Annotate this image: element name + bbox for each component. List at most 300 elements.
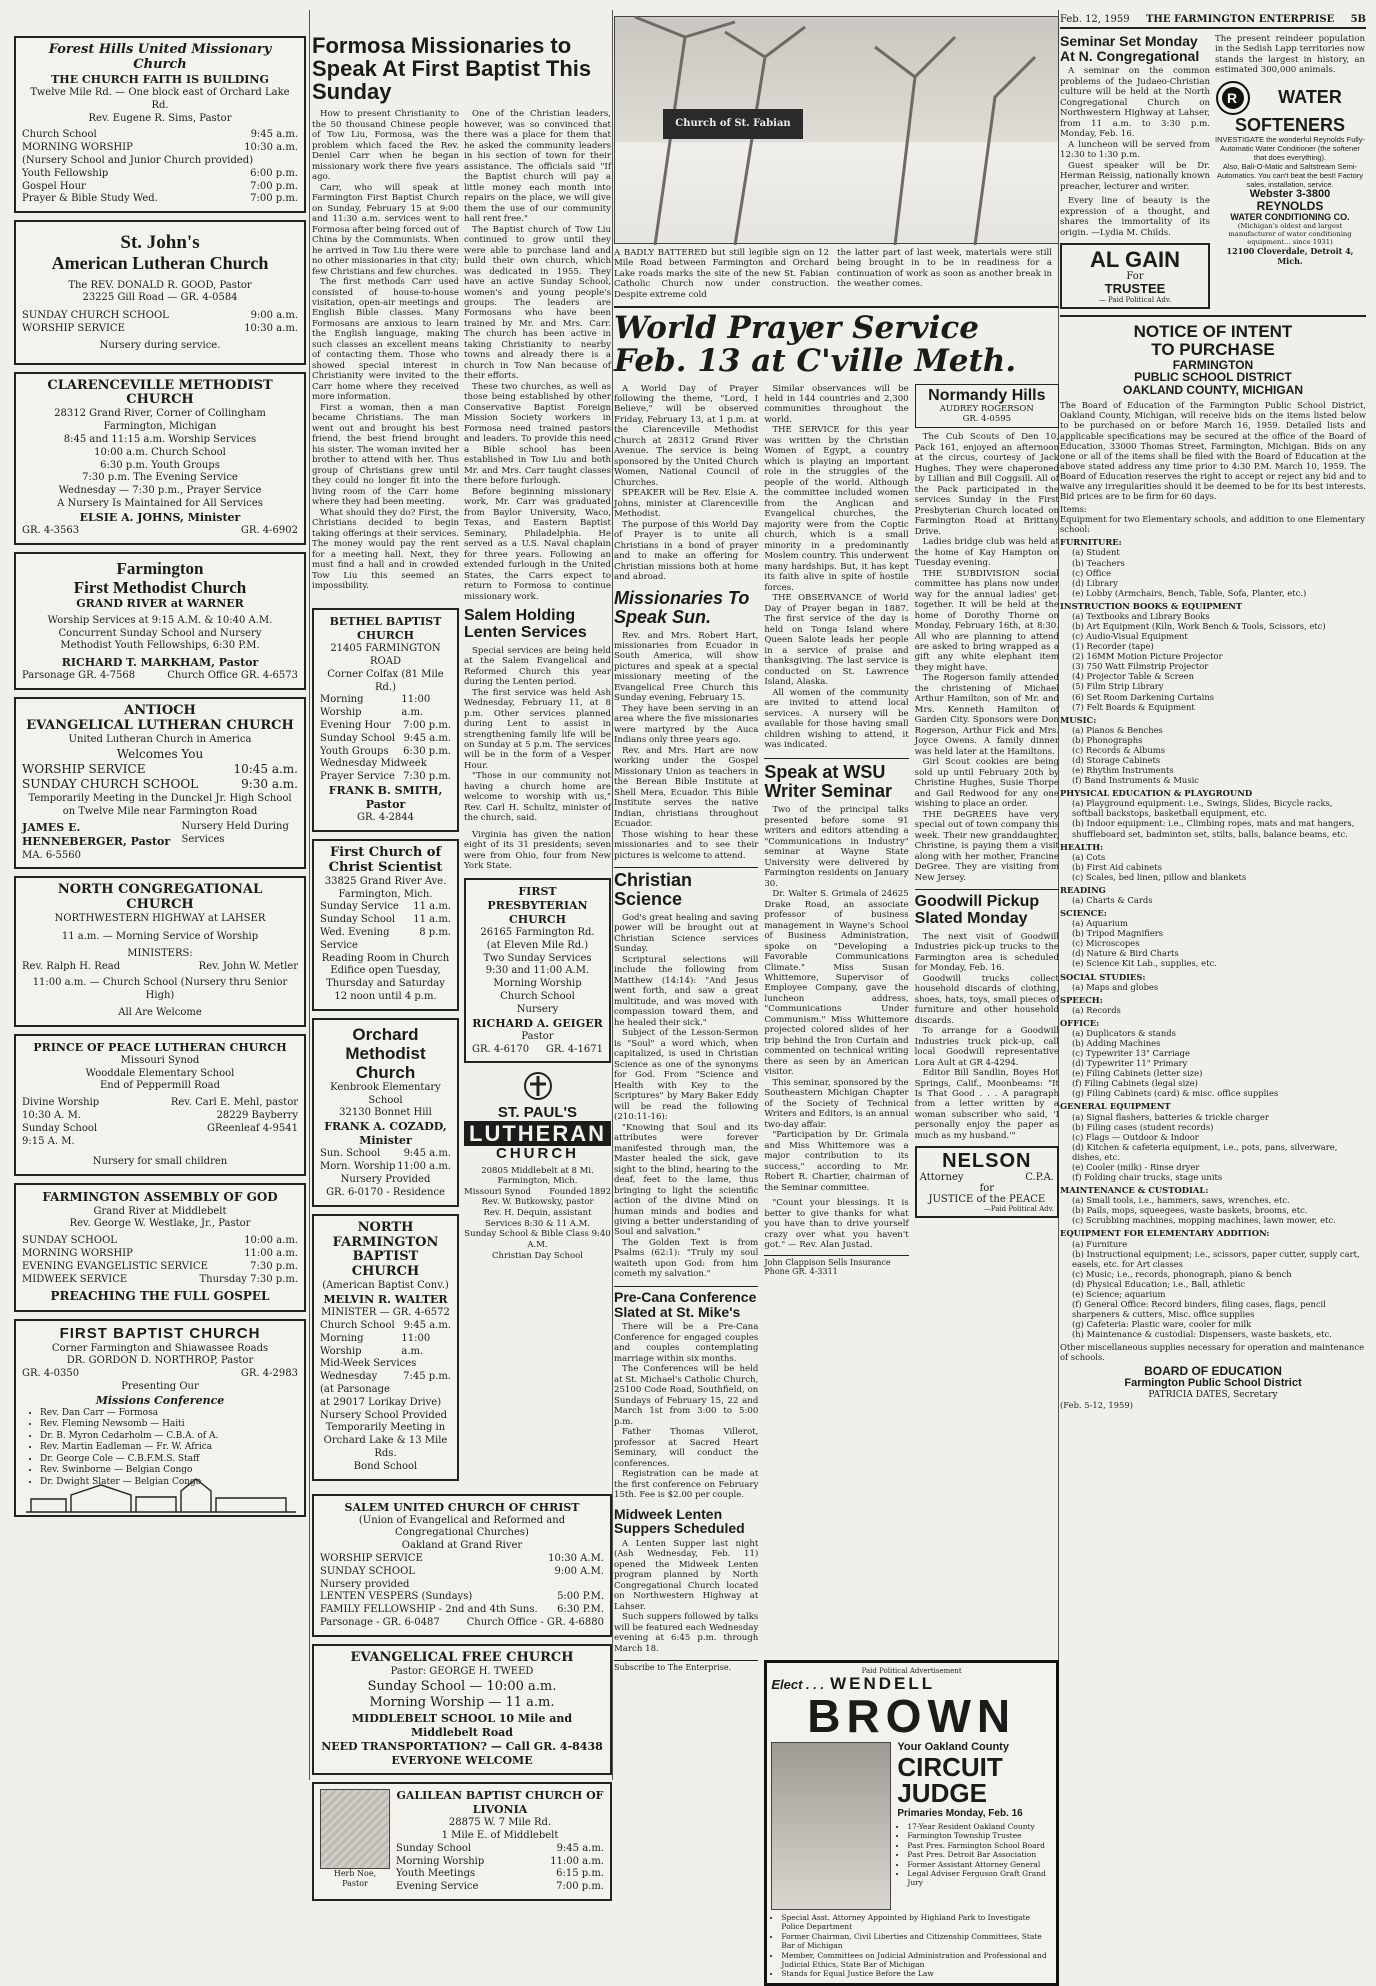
article-paragraph: Father Thomas Villerot, professor at Sacred Heart Seminary, will conduct the conferences.: [614, 1427, 759, 1469]
minister: Rev. Ralph H. Read: [22, 960, 121, 972]
service-name: WORSHIP SERVICE: [320, 1553, 423, 1565]
welcome-line: Welcomes You: [116, 746, 204, 761]
news-column-2: [312, 0, 612, 1893]
phone: Church Office - GR. 4-6880: [466, 1617, 604, 1629]
missionary-item: • Rev. Martin Eadleman — Fr. W. Africa: [40, 1442, 298, 1454]
article-paragraph: The Baptist church of Tow Liu continued to grow until they were able to purchase land and build their own church, which was dedicated in 1955. They have an active Sunday School, women's and young people's groups. The leaders are Formosans who have been trained by Mr. and Mrs. Carr. The church has been active in taking Christianity to nearby towns and already there is a church in Tow Nan because of their efforts.: [464, 224, 611, 382]
col2-right-stack: [464, 608, 611, 1488]
office-line1: CIRCUIT: [897, 1751, 1003, 1782]
filler-fact: Virginia has given the nation eight of its 31 presidents; seven were from Ohio, four from New York State.: [464, 829, 611, 872]
section-item: (a) Records: [1072, 1004, 1121, 1015]
transport-line: NEED TRANSPORTATION? — Call GR. 4-8438: [321, 1739, 603, 1753]
byline: AUDREY ROGERSON: [939, 404, 1034, 415]
orchard-methodist-ad: [312, 1018, 459, 1207]
church-minister: MELVIN R. WALTER: [323, 1293, 448, 1307]
missionary-item: • Dr. B. Myron Cedarholm — C.B.A. of A.: [40, 1431, 298, 1443]
service-name: Morning Worship: [320, 694, 364, 719]
office-line2: JUDGE: [897, 1777, 987, 1808]
article-paragraph: A luncheon will be served from 12:30 to 1:30 p.m.: [1060, 139, 1210, 161]
candidate-photo: [771, 1742, 891, 1910]
service-list: [320, 1553, 604, 1617]
section-item: (a) Furniture: [1072, 1238, 1128, 1249]
world-prayer-article-b: [764, 384, 908, 751]
welcome-line: All Are Welcome: [118, 1007, 202, 1019]
section-item: (b) Teachers: [1072, 557, 1125, 568]
church-pastor: RICHARD T. MARKHAM, Pastor: [61, 656, 259, 670]
meeting-place: Bond School: [353, 1460, 418, 1472]
section-heading: GENERAL EQUIPMENT: [1060, 1101, 1171, 1112]
column-rule: [309, 10, 310, 1780]
phone: GReenleaf 4-9541: [207, 1122, 298, 1134]
col3-right-stack: [915, 384, 1059, 1655]
section-item: (c) Flags — Outdoor & Indoor: [1072, 1131, 1199, 1142]
church-subtitle: THE CHURCH FAITH IS BUILDING: [51, 72, 269, 86]
st-johns-church-ad: [14, 220, 306, 364]
section-item: (f) Folding chair trucks, stage units: [1072, 1172, 1223, 1183]
service-time: Thursday 7:30 p.m.: [199, 1273, 298, 1285]
north-congregational-ad: [14, 876, 306, 1026]
equipment-intro: Equipment for two Elementary schools, and addition to one Elementary school:: [1060, 514, 1366, 535]
church-title: Orchard Methodist Church: [345, 1024, 426, 1082]
pastor-label: Pastor: [521, 1030, 554, 1042]
church-address: Wooddale Elementary School: [85, 1067, 235, 1079]
service-name: Morn. Worship: [320, 1161, 396, 1173]
normandy-hills-header: [915, 384, 1059, 429]
goodwill-headline: Goodwill Pickup Slated Monday: [915, 889, 1059, 928]
service-row: [22, 129, 298, 142]
service-time: 11:00 a.m.: [401, 1332, 431, 1357]
article-paragraph: Rev. and Mrs. Robert Hart, missionaries from Ecuador in South America, will show pictures and speak at a special missionary meeting of the Evangelical Free Church this Sunday evening, February 15.: [614, 630, 759, 704]
world-prayer-article-a: [614, 384, 758, 583]
article-paragraph: All women of the community are invited to attend local services. A nursery will be available for those having small children wishing to attend, it was indicated.: [764, 687, 909, 750]
church-pastor: FRANK B. SMITH, Pastor: [328, 783, 443, 812]
section-item: (5) Film Strip Library: [1072, 681, 1164, 692]
primary-date: Primaries Monday, Feb. 16: [897, 1807, 1023, 1819]
district-name-line2: PUBLIC SCHOOL DISTRICT: [1134, 370, 1292, 385]
column-rule: [612, 10, 613, 1780]
service-row: [320, 914, 451, 927]
missionary-item: • Dr. George Cole — C.B.F.M.S. Staff: [40, 1454, 298, 1466]
church-title: EVANGELICAL FREE CHURCH: [350, 1649, 574, 1665]
elect-label: Elect . . .: [771, 1677, 825, 1693]
service-time: 9:15 A. M.: [22, 1135, 75, 1147]
items-label: Items:: [1060, 504, 1087, 515]
service-name: Service: [320, 939, 358, 951]
service-name: SUNDAY CHURCH SCHOOL: [22, 310, 169, 322]
founded: Founded 1892: [549, 1186, 611, 1197]
service-time: 9:45 a.m.: [403, 1148, 451, 1160]
service-line: Nursery: [516, 1003, 559, 1015]
ad-heading: WATER: [1278, 87, 1342, 108]
section-item: (4) Projector Table & Screen: [1072, 671, 1194, 682]
service-line: 11 a.m. — Morning Service of Worship: [61, 931, 259, 943]
prince-of-peace-ad: [14, 1034, 306, 1176]
article-paragraph: Subject of the Lesson-Sermon is "Soul" a word which, when capitalized, is used in Christian Science as one of the synonyms for God. From "Science and Health with Key to the Scriptures" by Mary Baker Eddy will be read the following (210:11-16):: [614, 1028, 759, 1123]
nursery-note: Nursery for small children: [92, 1156, 228, 1168]
qualification-item: • 17-Year Resident Oakland County: [907, 1822, 1052, 1831]
photo-caption: [614, 248, 1059, 300]
service-name: EVENING EVANGELISTIC SERVICE: [22, 1260, 208, 1272]
service-row: [320, 720, 451, 733]
service-row: [320, 940, 451, 953]
service-row: [396, 1856, 604, 1869]
service-row: [320, 901, 451, 914]
candidate-name: AL GAIN: [1089, 247, 1181, 273]
quote: Every line of beauty is the expression of a thought, and shares the immortality of its origin. —Lydia M. Childs.: [1060, 196, 1210, 238]
minister-phone: MINISTER — GR. 4-6572: [321, 1307, 450, 1319]
church-pastor: The REV. DONALD R. GOOD, Pastor: [68, 279, 252, 291]
church-title-banner: LUTHERAN: [464, 1121, 611, 1146]
phone: GR. 4-0350: [22, 1368, 80, 1380]
section-item: (a) Cots: [1072, 851, 1106, 862]
church-title: CLARENCEVILLE METHODIST CHURCH: [47, 377, 273, 408]
church-address: 20805 Middlebelt at 8 Mi.: [481, 1165, 594, 1176]
service-line: 11:00 a.m. — Church School (Nursery thru Senior High): [32, 977, 288, 1002]
service-time: 9:00 A.M.: [554, 1565, 604, 1577]
paid-notice: — Paid Political Adv.: [1098, 295, 1172, 304]
church-city: Farmington, Mich.: [338, 888, 433, 900]
church-address: 33825 Grand River Ave.: [324, 875, 447, 887]
church-title: First Church of Christ Scientist: [328, 844, 443, 875]
church-title: NORTH CONGREGATIONAL CHURCH: [57, 882, 263, 913]
service-name: Evening Service: [396, 1881, 479, 1893]
service-line: Morning Worship: [493, 978, 582, 990]
service-row: [320, 1397, 451, 1410]
church-city: Farmington, Michigan: [103, 421, 217, 433]
minister: Rev. John W. Metler: [198, 960, 298, 972]
missionary-item: • Rev. Dan Carr — Formosa: [40, 1408, 298, 1420]
service-line: Methodist Youth Fellowships, 6:30 P.M.: [60, 640, 260, 652]
pastor-photo: [320, 1789, 390, 1869]
article-paragraph: THE DeGREES have very special out of town company this week. Their new granddaughter, Christine, is paying them a visit along with her mother, Francine DeGree. They are visiting from New Jersey.: [914, 809, 1059, 883]
service-row: [320, 1333, 451, 1359]
service-name: (at Parsonage: [320, 1384, 390, 1395]
service-name: Morning Worship: [320, 1332, 364, 1357]
subscribe-note: Subscribe to The Enterprise.: [614, 1660, 758, 1673]
section-item: (3) 750 Watt Filmstrip Projector: [1072, 661, 1209, 672]
caption-text: the latter part of last week, materials were still being brought in to be in readiness for a continuation of work as soon as another break in the weather comes.: [837, 248, 1052, 290]
article-paragraph: THE SERVICE for this year was written by the Christian Women of Egypt, a country which is playing an important role in the struggles of the people of the world. Although the committee included women from the Anglican and Evangelical churches, the majority were from the Coptic church, which is a small minority in a predominantly Moslem country. This underwent many hardships. But, it has kept its faith alive in spite of hostile forces.: [764, 425, 909, 593]
service-list: [22, 1235, 298, 1286]
church-minister: ELSIE A. JOHNS, Minister: [79, 510, 241, 524]
church-title: St. John's: [120, 232, 200, 254]
article-paragraph: There will be a Pre-Cana Conference for engaged couples and couples contemplating marriage within six months.: [614, 1322, 759, 1364]
service-row: [320, 1410, 451, 1423]
normandy-hills-article: [915, 432, 1059, 883]
service-time: 10:30 a.m.: [244, 142, 298, 154]
service-time: 9:45 a.m.: [556, 1842, 604, 1854]
col2-left-stack: [312, 608, 459, 1488]
service-name: MORNING WORSHIP: [22, 1248, 133, 1260]
service-list: [320, 694, 451, 784]
wsu-headline: Speak at WSU Writer Seminar: [764, 758, 908, 801]
article-paragraph: First a woman, then a man became Christians. The man went out and brought his best friend, the best friend brought his sister. The woman invited her brother to attend with her. Thus group of Christians grew until they could no longer fit into the living room of the Carr home where they had been meeting.: [312, 402, 459, 508]
service-line: Worship Services at 9:15 A.M. & 10:40 A.M.: [47, 614, 273, 626]
qualification-item: • Former Chairman, Civil Liberties and Citizenship Committees, State Bar of Michigan: [781, 1932, 1052, 1951]
notice-sections: [1060, 537, 1366, 1339]
section-item: (g) Filing Cabinets (card) & misc. office supplies: [1072, 1088, 1279, 1099]
service-line: Church School: [500, 991, 575, 1003]
service-name: Nursery School Provided: [320, 1409, 448, 1421]
bethel-baptist-ad: [312, 608, 459, 832]
section-item: (c) Scrubbing machines, mopping machines, lawn mower, etc.: [1072, 1215, 1336, 1226]
qualification-item: • Past Pres. Farmington School Board: [907, 1841, 1052, 1850]
service-line: Sunday School & Bible Class 9:40 A.M.: [464, 1229, 611, 1250]
church-assistant: Rev. H. Dequin, assistant: [483, 1208, 592, 1219]
church-pastor: RICHARD A. GEIGER: [472, 1016, 603, 1030]
service-name: Youth Groups: [320, 745, 389, 757]
service-name: Divine Worship: [22, 1097, 100, 1109]
candidate-title: C.P.A.: [1025, 1172, 1054, 1184]
service-time: 11 a.m.: [413, 901, 451, 913]
service-time: 7:45 p.m.: [403, 1371, 451, 1383]
article-paragraph: The purpose of this World Day of Prayer is to unite all Christians in a bond of prayer and to make an offering for Christian missions both at home and abroad.: [614, 519, 759, 583]
church-address: 21405 FARMINGTON ROAD: [330, 643, 441, 667]
service-line: Sunday School — 10:00 a.m.: [367, 1678, 557, 1694]
church-title-line3: CHURCH: [496, 1144, 579, 1162]
article-paragraph: Carr, who will speak at Farmington First Baptist Church on Sunday, February 15 at 9:00 and 11:30 a.m. services went to Formosa after being forced out of China by the Communists. When he arrived in Tow Liu there were no other missionaries in that city; few Christians and few churches.: [312, 182, 459, 277]
service-time: 7:00 p.m.: [403, 719, 451, 731]
section-item: (f) Band Instruments & Music: [1072, 775, 1199, 786]
service-time: 9:45 a.m.: [403, 1320, 451, 1332]
article-paragraph: A World Day of Prayer following the theme, "Lord, I Believe," will be observed Friday, February 13, at 1 p.m. at the Clarenceville Methodist Church at 28312 Grand River Avenue. The service is being sponsored by the United Church Women, National Council of Churches.: [614, 383, 759, 488]
service-name: FAMILY FELLOWSHIP - 2nd and 4th Suns.: [320, 1604, 538, 1616]
service-time: 9:00 a.m.: [250, 310, 298, 322]
wsu-article: [764, 805, 908, 1250]
meeting-place: Temporarily Meeting in: [325, 1422, 446, 1434]
article-paragraph: "Knowing that Soul and its attributes were forever manifested through man, the Master healed the sick, gave sight to the blind, hearing to the deaf, feet to the lame, thus bringing to light the scientific action of the divine Mind on human minds and bodies and giving a better understanding of Soul and salvation.": [614, 1122, 759, 1238]
service-row: [22, 1235, 298, 1248]
church-title: GALILEAN BAPTIST CHURCH OF LIVONIA: [396, 1789, 604, 1817]
article-paragraph: They have been serving in an area where the five missionaries were martyred by the Auca Indians only three years ago.: [614, 703, 759, 746]
photo-caption: Herb Noe, Pastor: [333, 1869, 377, 1889]
district-county: OAKLAND COUNTY, MICHIGAN: [1123, 382, 1303, 397]
goodwill-article: [915, 932, 1059, 1142]
section-heading: SOCIAL STUDIES:: [1060, 971, 1146, 982]
service-row: [22, 193, 298, 206]
article-paragraph: The first methods Carr used consisted of house-to-house visitation, open-air meetings and English Bible classes. Many Formosans are anxious to learn the English language, making such classes an excellent means of contacting them. Those who showed special interest in Christianity were invited to the Carr home where they received more information.: [312, 277, 459, 403]
candidate-first-name: WENDELL: [830, 1674, 936, 1694]
service-list: [22, 129, 298, 206]
article-paragraph: THE SUBDIVISION social committee has plans now under way for the annual ladies' get-together. It will be held at the home of Dorothy Thorne on Monday, February 16th, at 8:30. All who are planning to attend are asked to bring wrapped as a gift any white elephant item they might have.: [914, 568, 1059, 673]
church-building-drawing: [26, 1477, 296, 1513]
antioch-church-ad: [14, 697, 306, 869]
missionary-item: • Dr. Dwight Slater — Belgian Congo: [40, 1477, 298, 1489]
church-pastor: DR. GORDON D. NORTHROP, Pastor: [66, 1355, 254, 1367]
service-line: 7:30 p.m. The Evening Service: [82, 472, 238, 484]
issue-date: Feb. 12, 1959: [1060, 14, 1130, 25]
service-time: 8 p.m.: [419, 926, 451, 938]
brown-political-ad: [764, 1660, 1059, 1985]
assembly-of-god-ad: [14, 1183, 306, 1312]
pastor-address: 28229 Bayberry: [216, 1110, 298, 1122]
notice-of-intent: [1060, 315, 1366, 1411]
article-paragraph: Guest speaker will be Dr. Herman Reissig, nationally known preacher, lecturer and writer.: [1060, 160, 1210, 192]
section-item: (c) Audio-Visual Equipment: [1072, 631, 1188, 642]
article-paragraph: Special services are being held at the Salem Evangelical and Reformed Church this year during the Lenten period.: [464, 645, 611, 688]
qualification-item: • Member, Committees on Judicial Administration and Professional and Judicial Ethics, State Bar of Michigan: [781, 1951, 1052, 1970]
company-name-line2: WATER CONDITIONING CO.: [1230, 211, 1350, 222]
section-item: (c) Music; i.e., records, phonograph, piano & bench: [1072, 1268, 1292, 1279]
service-line: 8:45 and 11:15 a.m. Worship Services: [63, 434, 257, 445]
section-heading: SCIENCE:: [1060, 908, 1107, 919]
section-item: (a) Aquarium: [1072, 918, 1129, 929]
missionaries-headline: Missionaries To Speak Sun.: [614, 587, 750, 627]
service-time: 10:30 A.M.: [548, 1553, 604, 1565]
article-paragraph: To arrange for a Goodwill Industries truck pick-up, call local Goodwill representative Lora Ault at GR 4-4294.: [914, 1026, 1059, 1068]
church-pastor: Rev. W. Butkowsky, pastor: [481, 1197, 594, 1208]
section-heading: EQUIPMENT FOR ELEMENTARY ADDITION:: [1060, 1228, 1270, 1239]
service-row: [22, 181, 298, 194]
subscribe-strip: [614, 1660, 758, 1985]
service-time: 6:15 p.m.: [556, 1868, 604, 1880]
article-paragraph: The next visit of Goodwill Industries pick-up trucks to the Farmington area is scheduled for Monday, Feb. 16.: [914, 931, 1059, 974]
service-name: Sunday School: [396, 1842, 472, 1854]
service-time: 11:00 a.m.: [244, 1248, 298, 1260]
page-number: 5B: [1350, 14, 1366, 25]
service-time: 7:30 p.m.: [403, 771, 451, 783]
section-item: (b) Pails, mops, squeegees, waste baskets, brooms, etc.: [1072, 1205, 1308, 1216]
service-time: 11:00 a.m.: [550, 1855, 604, 1867]
church-title: ST. PAUL'S: [497, 1103, 578, 1121]
phone: Church Office GR. 4-6573: [167, 670, 298, 682]
meeting-place: on Twelve Mile near Farmington Road: [62, 805, 258, 817]
church-title: Forest Hills United Missionary Church: [48, 42, 272, 72]
section-heading: READING: [1060, 884, 1106, 895]
paid-notice: —Paid Political Adv.: [983, 1205, 1054, 1214]
col3-left-stack: [614, 384, 758, 1655]
reynolds-logo-letter: R: [1227, 89, 1238, 106]
service-row: [320, 1371, 451, 1384]
section-item: (d) Physical Education; i.e., Ball, athletic: [1072, 1278, 1246, 1289]
qualification-list-bottom: [771, 1913, 1052, 1979]
article-paragraph: What should they do? First, the Christians decided to begin taking offerings at their services. The money would pay the rent for a meeting hall. Next, they must find a hall and in crowded Tow Liu this seemed an impossibility.: [312, 507, 459, 592]
ministers-label: MINISTERS:: [127, 947, 193, 959]
section-item: (f) Filing Cabinets (legal size): [1072, 1078, 1198, 1089]
formosa-headline: Formosa Missionaries to Speak At First Baptist This Sunday: [312, 33, 592, 105]
church-title: ANTIOCH: [124, 703, 196, 719]
section-item: (e) Lobby (Armchairs, Bench, Table, Sofa, Planter, etc.): [1072, 587, 1307, 598]
article-paragraph: Scriptural selections will include the following from Matthew (14:14): "And Jesus went forth, and saw a great multitude, and was moved with compassion toward them, and he healed their sick.": [614, 954, 759, 1028]
notice-title: NOTICE OF INTENT: [1133, 321, 1293, 341]
county-label: Your Oakland County: [897, 1741, 1009, 1754]
section-item: (b) Instructional equipment; i.e., scissors, paper cutter, supply cart, easels, etc. for Art classes: [1072, 1248, 1360, 1269]
midweek-article: [614, 1539, 758, 1654]
service-row: [320, 771, 451, 784]
service-row: [22, 1248, 298, 1261]
article-paragraph: Ladies bridge club was held at the home of Kay Hampton on Tuesday evening.: [914, 537, 1059, 569]
nelson-political-ad: [915, 1146, 1059, 1218]
phone: GR. 4-1671: [545, 1043, 603, 1055]
phone: GR. 4-6902: [240, 524, 298, 536]
church-address: (at Eleven Mile Rd.): [486, 939, 589, 951]
reynolds-ad: [1215, 80, 1365, 266]
church-title: PRINCE OF PEACE LUTHERAN CHURCH: [33, 1040, 287, 1054]
section-item: (a) Student: [1072, 547, 1120, 558]
ad-text: Also, Bali-O-Matic and Saltstream Semi-Automatics. You can't beat the best! Factory sales, installation, service.: [1216, 161, 1364, 189]
service-row: [396, 1881, 604, 1894]
nursery-note: Nursery Held During Services: [181, 821, 289, 846]
section-item: (a) Playground equipment: i.e., Swings, Slides, Bicycle racks, softball backstops, basketball equipment, etc.: [1072, 798, 1333, 819]
section-item: (c) Records & Albums: [1072, 744, 1166, 755]
service-time: 9:45 a.m.: [403, 732, 451, 744]
service-name: Prayer & Bible Study Wed.: [22, 193, 158, 205]
church-title: FIRST PRESBYTERIAN CHURCH: [487, 884, 588, 926]
article-paragraph: These two churches, as well as those being established by other Conservative Baptist Foreign Mission Society workers in Formosa need trained pastors and leaders. To provide this need a Bible school has been established in Tow Liu and both Mr. and Mrs. Carr taught classes there before furlough.: [464, 381, 611, 487]
church-address: 23225 Gill Road — GR. 4-0584: [82, 292, 238, 304]
formosa-article-col-a: [312, 109, 459, 602]
service-row: [320, 927, 451, 940]
newspaper-name: THE FARMINGTON ENTERPRISE: [1145, 14, 1335, 25]
service-time: 6:30 P.M.: [557, 1604, 604, 1616]
service-time: 5:00 P.M.: [557, 1591, 604, 1603]
church-title: SALEM UNITED CHURCH OF CHRIST: [344, 1500, 580, 1514]
quote: "Count your blessings. It is better to give thanks for what you have than to drive yourself crazy over what you haven't got." — Rev. Alan Justad.: [764, 1198, 909, 1251]
church-address: Twelve Mile Rd. — One block east of Orchard Lake Rd.: [30, 86, 290, 111]
church-city: Farmington, Mich.: [497, 1176, 578, 1187]
day-school: Christian Day School: [492, 1250, 583, 1261]
service-row: [22, 1261, 298, 1274]
article-paragraph: Registration can be made at the first conference on February 15th. Fee is $2.00 per couple.: [614, 1469, 759, 1501]
seminar-headline: Seminar Set Monday At N. Congregational: [1060, 33, 1200, 64]
masthead: [1060, 14, 1366, 29]
paid-notice: Paid Political Advertisement: [861, 1667, 962, 1676]
evangelical-free-ad: [312, 1644, 612, 1775]
ad-text: INVESTIGATE the wonderful Reynolds Fully-Automatic Water Conditioner (the softener that does everything).: [1215, 134, 1365, 162]
service-name: Morning Worship: [396, 1855, 485, 1867]
service-name: MORNING WORSHIP: [22, 142, 133, 154]
service-time: 11:00 a.m.: [397, 1161, 451, 1173]
church-address: 1 Mile E. of Middlebelt: [441, 1830, 559, 1842]
district-name: FARMINGTON: [1172, 357, 1254, 372]
section-item: (a) Duplicators & stands: [1072, 1027, 1176, 1038]
church-subtitle: United Lutheran Church in America: [68, 733, 252, 745]
news-column-3: [614, 0, 1059, 1979]
church-address: Corner Farmington and Shiawassee Roads: [51, 1342, 269, 1354]
service-time: 7:30 p.m.: [250, 1260, 298, 1272]
missionary-item: • Rev. Fleming Newsomb — Haiti: [40, 1419, 298, 1431]
church-sign: Church of St. Fabian: [663, 109, 803, 139]
article-paragraph: Two of the principal talks presented before some 91 writers and editors attending a "Communications in Industry" seminar at Wayne State University were delivered by Farmington residents on January 30.: [764, 805, 909, 889]
service-time: 10:30 a.m.: [244, 322, 298, 334]
salem-lenten-article: [464, 646, 611, 872]
article-paragraph: The Cub Scouts of Den 10, Pack 161, enjoyed an afternoon at the circus, courtesy of Jack Hughes. They were chaperoned by Lillian and Bill Coggsill. All of the Pack participated in the services Sunday in the First Presbyterian Church located on Farmington Road at Brittany Drive.: [914, 432, 1059, 537]
section-item: (a) Signal flashers, batteries & trickle charger: [1072, 1111, 1269, 1122]
al-gain-political-ad: [1060, 243, 1210, 309]
service-line: Wednesday — 7:30 p.m., Prayer Service: [58, 485, 262, 497]
service-row: [22, 1274, 298, 1287]
missionary-item: • Rev. Swinborne — Belgian Congo: [40, 1465, 298, 1477]
church-subtitle: Missouri Synod: [120, 1054, 200, 1066]
service-row: [320, 1358, 451, 1371]
qualification-item: • Stands for Equal Justice Before the Law: [781, 1969, 1052, 1978]
service-time: 6:00 p.m.: [250, 167, 298, 179]
phone: MA. 6-5560: [22, 849, 82, 861]
church-address: 28875 W. 7 Mile Rd.: [448, 1817, 552, 1829]
church-address: GRAND RIVER at WARNER: [76, 596, 244, 610]
service-list: [320, 1320, 451, 1422]
candidate-last-name: BROWN: [807, 1690, 1017, 1743]
service-list: [396, 1843, 604, 1894]
salem-ucc-ad: [312, 1494, 612, 1637]
pastor-photo-block: [320, 1789, 390, 1889]
qualification-item: • Legal Adviser Ferguson Graft Grand Jury: [907, 1869, 1052, 1888]
service-time: 10:45 a.m.: [233, 762, 298, 777]
phone: GR. 4-0595: [962, 414, 1012, 425]
north-farmington-baptist-ad: [312, 1214, 459, 1481]
service-time: 7:00 p.m.: [250, 180, 298, 192]
qualification-item: • Past Pres. Detroit Bar Association: [907, 1850, 1052, 1859]
